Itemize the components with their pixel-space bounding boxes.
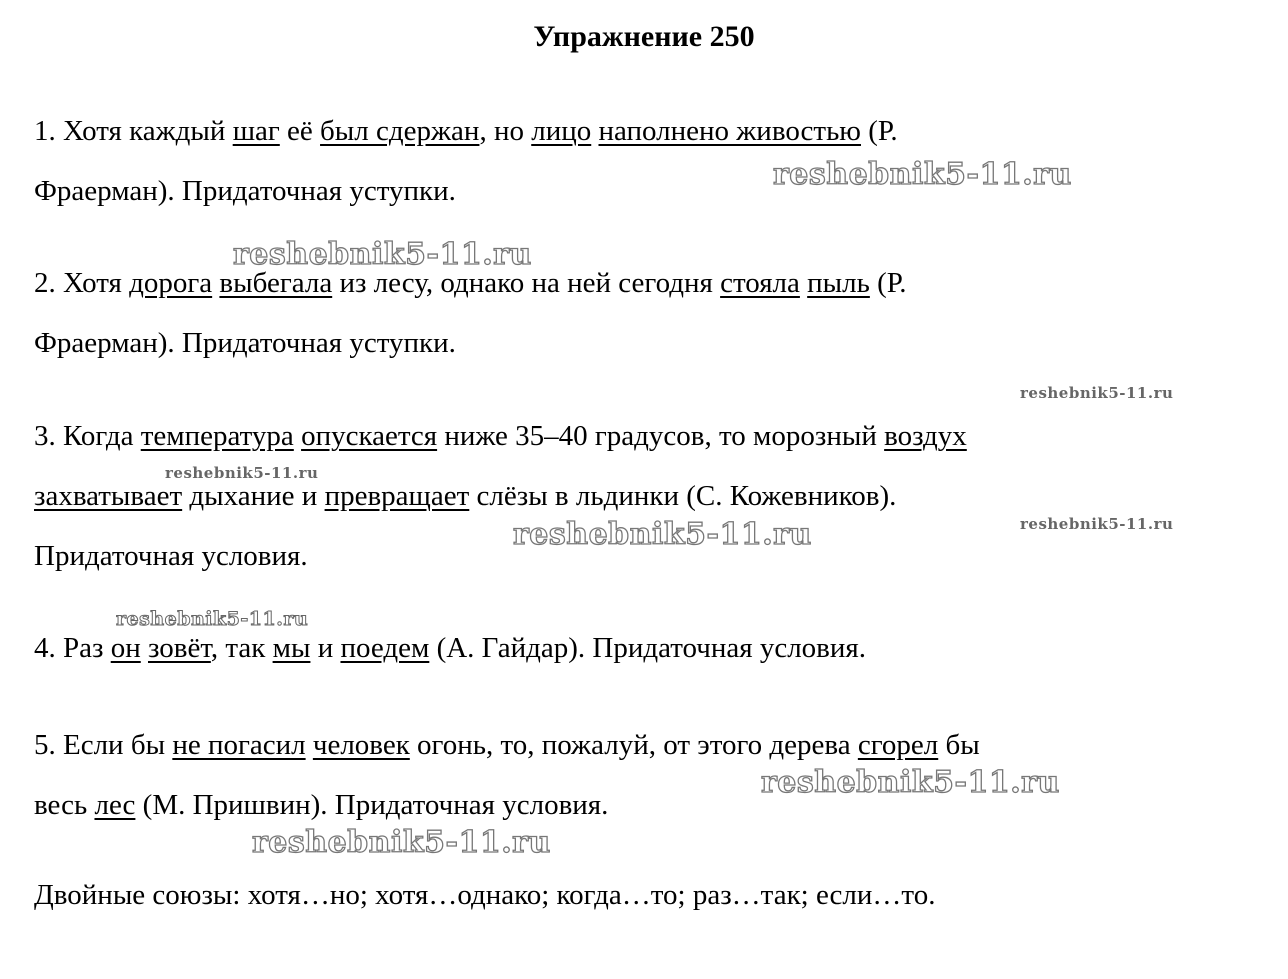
- subject: он: [110, 632, 141, 664]
- subject: пыль: [807, 267, 870, 299]
- predicate: сгорел: [857, 729, 939, 761]
- subject: лицо: [531, 115, 592, 147]
- item-2-line-2: Фраерман). Придаточная уступки.: [34, 327, 456, 359]
- subject: человек: [312, 729, 410, 761]
- watermark: reshebnik5-11.ru: [233, 237, 532, 272]
- watermark: reshebnik5-11.ru: [773, 157, 1072, 192]
- watermark: reshebnik5-11.ru: [252, 825, 551, 860]
- predicate: опускается: [301, 420, 438, 452]
- item-3-line-2: захватывает дыхание и превращает слёзы в льдинки (С. Кожевников).: [34, 480, 897, 512]
- double-conjunctions-summary: Двойные союзы: хотя…но; хотя…однако; когда…то; раз…так; если…то.: [34, 879, 936, 911]
- item-3-line-3: Придаточная условия.: [34, 540, 308, 572]
- watermark: reshebnik5-11.ru: [1020, 384, 1174, 402]
- item-5-line-2: весь лес (М. Пришвин). Придаточная условия.: [34, 789, 609, 821]
- item-2-line-1: 2. Хотя дорога выбегала из лесу, однако на ней сегодня стояла пыль (Р.: [34, 267, 907, 299]
- subject: температура: [140, 420, 294, 452]
- watermark: reshebnik5-11.ru: [116, 608, 309, 630]
- exercise-title: Упражнение 250: [533, 20, 755, 53]
- predicate: выбегала: [219, 267, 333, 299]
- item-4-line-1: 4. Раз он зовёт, так мы и поедем (А. Гайдар). Придаточная условия.: [34, 632, 866, 664]
- subject: лес: [94, 789, 136, 821]
- predicate: превращает: [324, 480, 470, 512]
- subject: мы: [272, 632, 311, 664]
- predicate: поедем: [340, 632, 430, 664]
- subject: воздух: [884, 420, 967, 452]
- predicate: не погасил: [172, 729, 306, 761]
- predicate: стояла: [720, 267, 800, 299]
- item-3-line-1: 3. Когда температура опускается ниже 35–40 градусов, то морозный воздух: [34, 420, 967, 452]
- subject: дорога: [129, 267, 213, 299]
- watermark: reshebnik5-11.ru: [165, 464, 319, 482]
- item-1-line-1: 1. Хотя каждый шаг её был сдержан, но лицо наполнено живостью (Р.: [34, 115, 898, 147]
- predicate: наполнено живостью: [598, 115, 861, 147]
- watermark: reshebnik5-11.ru: [1020, 515, 1174, 533]
- watermark: reshebnik5-11.ru: [761, 765, 1060, 800]
- subject: шаг: [232, 115, 280, 147]
- item-1-line-2: Фраерман). Придаточная уступки.: [34, 175, 456, 207]
- item-5-line-1: 5. Если бы не погасил человек огонь, то, пожалуй, от этого дерева сгорел бы: [34, 729, 980, 761]
- predicate: был сдержан: [320, 115, 480, 147]
- predicate: зовёт: [148, 632, 211, 664]
- predicate: захватывает: [34, 480, 183, 512]
- watermark: reshebnik5-11.ru: [513, 517, 812, 552]
